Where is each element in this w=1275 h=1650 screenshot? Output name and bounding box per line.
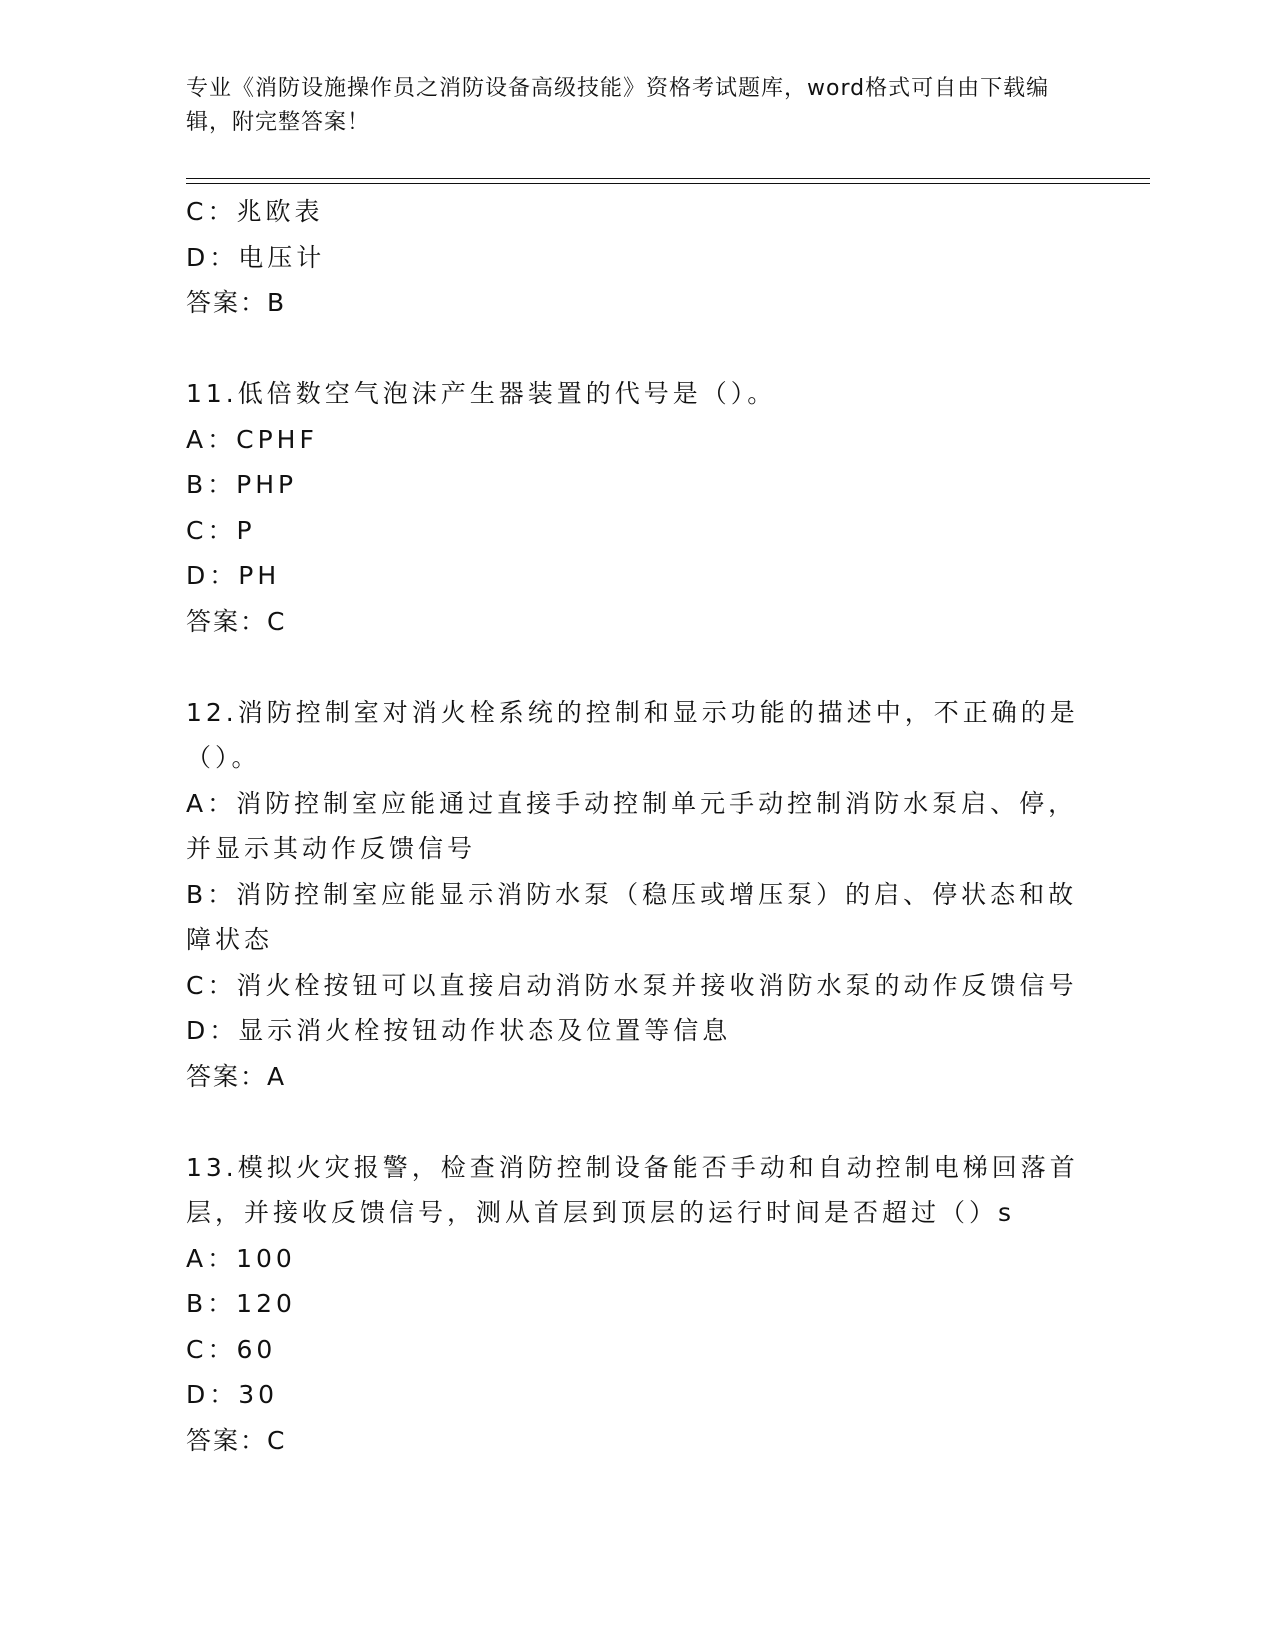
option-a: A：消防控制室应能通过直接手动控制单元手动控制消防水泵启、停，并显示其动作反馈信号 (186, 788, 1078, 863)
option-b: B：PHP (186, 470, 298, 499)
question-12 (186, 690, 1086, 1100)
option-a: A：CPHF (186, 424, 318, 454)
header-rule-top (186, 178, 1150, 179)
option-c: C：60 (186, 1334, 277, 1364)
option-c: C：兆欧表 (186, 197, 324, 226)
spacer (186, 1099, 1086, 1145)
option-c: C：消火栓按钮可以直接启动消防水泵并接收消防水泵的动作反馈信号 (186, 970, 1078, 1000)
answer-line: 答案：C (186, 1425, 287, 1455)
question-13 (186, 1145, 1086, 1464)
option-d: D：PH (186, 561, 281, 590)
answer-line: 答案：B (186, 288, 287, 317)
option-b: B：120 (186, 1289, 296, 1318)
option-d: D：30 (186, 1380, 279, 1409)
header-rule-bottom (186, 183, 1150, 184)
question-continuation (186, 189, 1086, 326)
option-d: D：电压计 (186, 242, 326, 272)
question-stem: 12.消防控制室对消火栓系统的控制和显示功能的描述中，不正确的是（）。 (186, 697, 1079, 772)
option-a: A：100 (186, 1243, 296, 1273)
question-list (186, 189, 1086, 1463)
question-stem: 13.模拟火灾报警，检查消防控制设备能否手动和自动控制电梯回落首层，并接收反馈信号，测从首层到顶层的运行时间是否超过（）s (186, 1152, 1079, 1227)
option-b: B：消防控制室应能显示消防水泵（稳压或增压泵）的启、停状态和故障状态 (186, 879, 1078, 954)
spacer (186, 644, 1086, 690)
question-stem: 11.低倍数空气泡沫产生器装置的代号是（）。 (186, 379, 777, 408)
question-11 (186, 371, 1086, 644)
answer-line: 答案：A (186, 1061, 287, 1091)
document-header (186, 72, 1066, 140)
answer-line: 答案：C (186, 606, 287, 636)
header-title: 专业《消防设施操作员之消防设备高级技能》资格考试题库，word格式可自由下载编辑，附完整答案！ (186, 76, 1050, 135)
option-d: D：显示消火栓按钮动作状态及位置等信息 (186, 1016, 732, 1045)
option-c: C：P (186, 515, 256, 545)
spacer (186, 326, 1086, 372)
